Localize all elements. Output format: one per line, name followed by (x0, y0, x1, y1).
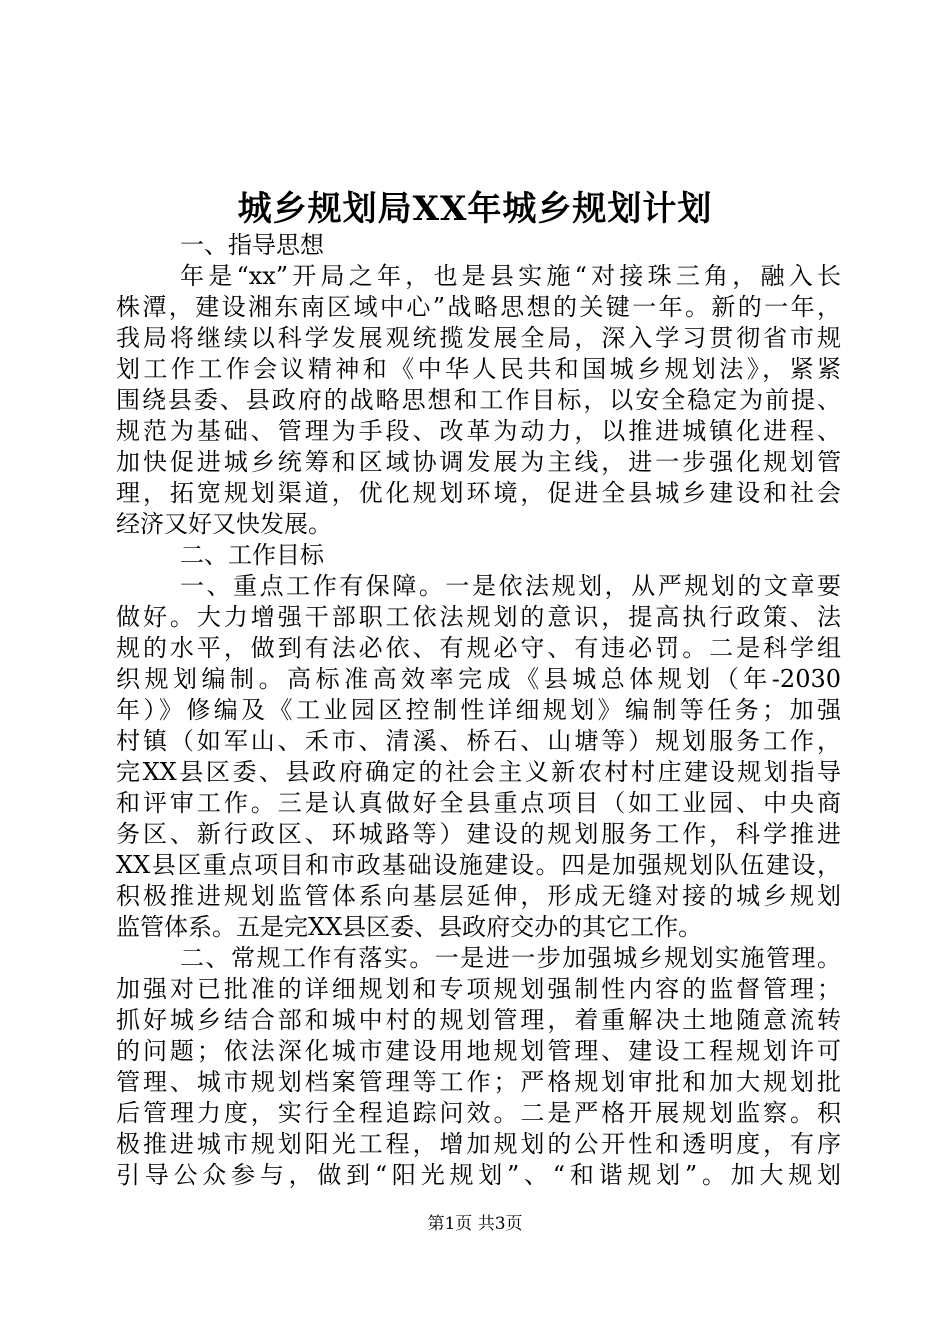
text-line: 的问题；依法深化城市建设用地规划管理、建设工程规划许可 (116, 1037, 841, 1065)
text-line: 经济又好又快发展。 (116, 510, 332, 538)
text-line: 做好。大力增强干部职工依法规划的意识，提高执行政策、法 (116, 603, 841, 631)
text-line: 年是“xx”开局之年，也是县实施“对接珠三角，融入长 (180, 262, 841, 290)
text-line: 规的水平，做到有法必依、有规必守、有违必罚。二是科学组 (116, 634, 841, 662)
text-line: 一、指导思想 (180, 231, 324, 259)
text-line: 二、常规工作有落实。一是进一步加强城乡规划实施管理。 (180, 944, 841, 972)
document-title: 城乡规划局XX年城乡规划计划 (237, 189, 713, 229)
text-line: 村镇（如军山、禾市、清溪、桥石、山塘等）规划服务工作， (116, 727, 841, 755)
text-line: 引导公众参与，做到“阳光规划”、“和谐规划”。加大规划 (116, 1161, 841, 1189)
text-line: 监管体系。五是完XX县区委、县政府交办的其它工作。 (116, 913, 703, 941)
text-line: 后管理力度，实行全程追踪问效。二是严格开展规划监察。积 (116, 1099, 841, 1127)
text-line: 务区、新行政区、环城路等）建设的规划服务工作，科学推进 (116, 820, 841, 848)
text-line: 加快促进城乡统筹和区域协调发展为主线，进一步强化规划管 (116, 448, 841, 476)
text-line: 年）》修编及《工业园区控制性详细规划》编制等任务；加强 (116, 696, 841, 724)
text-line: 极推进城市规划阳光工程，增加规划的公开性和透明度，有序 (116, 1130, 841, 1158)
text-line: 一、重点工作有保障。一是依法规划，从严规划的文章要 (180, 572, 841, 600)
page-footer: 第1页 共3页 (427, 1214, 523, 1234)
text-line: 理，拓宽规划渠道，优化规划环境，促进全县城乡建设和社会 (116, 479, 841, 507)
text-line: 抓好城乡结合部和城中村的规划管理，着重解决土地随意流转 (116, 1006, 841, 1034)
text-line: 积极推进规划监管体系向基层延伸，形成无缝对接的城乡规划 (116, 882, 841, 910)
text-line: 二、工作目标 (180, 541, 324, 569)
text-line: 加强对已批准的详细规划和专项规划强制性内容的监督管理； (116, 975, 841, 1003)
text-line: 织规划编制。高标准高效率完成《县城总体规划（年-2030 (116, 665, 841, 693)
text-line: 完XX县区委、县政府确定的社会主义新农村村庄建设规划指导 (116, 758, 841, 786)
text-line: 规范为基础、管理为手段、改革为动力，以推进城镇化进程、 (116, 417, 841, 445)
text-line: XX县区重点项目和市政基础设施建设。四是加强规划队伍建设， (116, 851, 841, 879)
text-line: 和评审工作。三是认真做好全县重点项目（如工业园、中央商 (116, 789, 841, 817)
text-line: 管理、城市规划档案管理等工作；严格规划审批和加大规划批 (116, 1068, 841, 1096)
text-line: 株潭，建设湘东南区域中心”战略思想的关键一年。新的一年， (116, 293, 841, 321)
text-line: 围绕县委、县政府的战略思想和工作目标，以安全稳定为前提、 (116, 386, 841, 414)
document-body (116, 230, 841, 1191)
text-line: 我局将继续以科学发展观统揽发展全局，深入学习贯彻省市规 (116, 324, 841, 352)
text-line: 划工作工作会议精神和《中华人民共和国城乡规划法》，紧紧 (116, 355, 841, 383)
